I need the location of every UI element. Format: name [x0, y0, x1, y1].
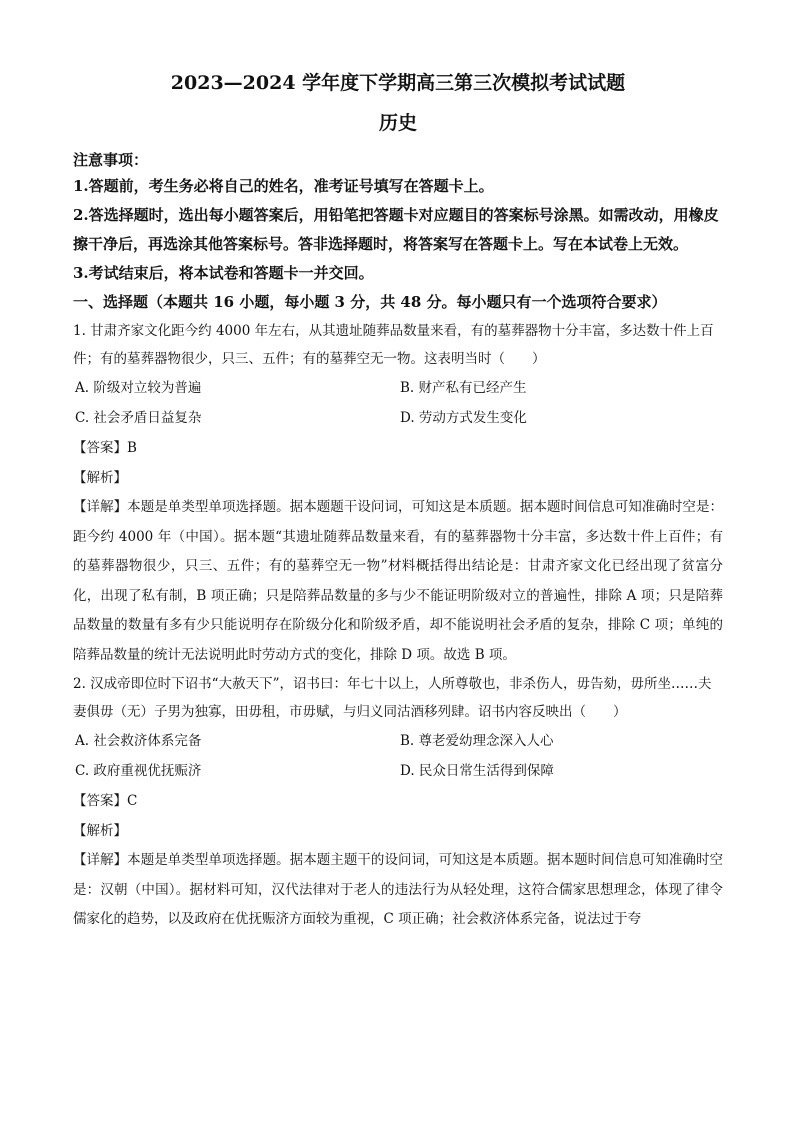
option-a: A. 阶级对立较为普遍 [75, 380, 202, 396]
notice-item: 2.答选择题时，选出每小题答案后，用铅笔把答题卡对应题目的答案标号涂黑。如需改动，用橡皮擦干净后，再选涂其他答案标号。答非选择题时，将答案写在答题卡上。写在本试卷上无效。 [73, 206, 719, 253]
option-b: B. 财产私有已经产生 [400, 380, 527, 396]
option-a: A. 社会救济体系完备 [75, 733, 202, 749]
option-b: B. 尊老爱幼理念深入人心 [400, 733, 554, 749]
question-2 [73, 670, 723, 935]
options-grid [73, 373, 723, 433]
answer-label: 【答案】C [73, 793, 138, 809]
exam-page [73, 68, 723, 935]
option-c: C. 政府重视优抚赈济 [75, 763, 202, 779]
options-grid [73, 726, 723, 786]
subject-title: 历史 [378, 112, 417, 134]
exam-title: 2023—2024 学年度下学期高三第三次模拟考试试题 [170, 72, 626, 94]
question-1 [73, 317, 723, 670]
notice-item: 1.答题前，考生务必将自己的姓名，准考证号填写在答题卡上。 [73, 177, 494, 195]
section-heading: 一、选择题（本题共 16 小题，每小题 3 分，共 48 分。每小题只有一个选项符合要求） [73, 293, 667, 311]
notice-heading: 注意事项： [73, 151, 149, 169]
option-d: D. 民众日常生活得到保障 [400, 763, 554, 779]
answer-label: 【答案】B [73, 440, 137, 456]
detail-text: 【详解】本题是单类型单项选择题。据本题主题干的设问词，可知这是本质题。据本题时间信息可知准确时空是：汉朝（中国）。据材料可知，汉代法律对于老人的违法行为从轻处理，这符合儒家思想理念，体现了律令儒家化的趋势，以及政府在优抚赈济方面较为重视，C 项正确；社会救济体系完备，说法过于夸 [73, 852, 723, 927]
option-c: C. 社会矛盾日益复杂 [75, 410, 202, 426]
analysis-label: 【解析】 [73, 470, 127, 486]
question-stem: 1. 甘肃齐家文化距今约 4000 年左右，从其遗址随葬品数量来看，有的墓葬器物十分丰富，多达数十件上百件；有的墓葬器物很少，只三、五件；有的墓葬空无一物。这表明当时（ ） [73, 323, 714, 367]
question-stem: 2. 汉成帝即位时下诏书“大赦天下”，诏书曰：年七十以上，人所尊敬也，非杀伤人，毋告劾，毋所坐……夫妻俱毋（无）子男为独寡，田毋租，市毋赋，与归义同沽酒移列肆。诏书内容反映出（ ） [73, 676, 712, 720]
notice-item: 3.考试结束后，将本试卷和答题卡一并交回。 [73, 264, 374, 282]
analysis-label: 【解析】 [73, 823, 127, 839]
detail-text: 【详解】本题是单类型单项选择题。据本题题干设问词，可知这是本质题。据本题时间信息可知准确时空是：距今约 4000 年（中国）。据本题“其遗址随葬品数量来看，有的墓葬器物十分丰富，多达数十件上百件；有的墓葬器物很少，只三、五件；有的墓葬空无一物”材料概括得出结论是：甘肃齐家文化已经出现了贫富分化，出现了私有制，B 项正确；只是陪葬品数量的多与少不能证明阶级对立的普遍性，排除 A 项；只是陪葬品数量的数量有多有少只能说明存在阶级分化和阶级矛盾，却不能说明社会矛盾的复杂，排除 C 项；单纯的陪葬品数量的统计无法说明此时劳动方式的变化，排除 D 项。故选 B 项。 [73, 499, 723, 663]
option-d: D. 劳动方式发生变化 [400, 410, 527, 426]
